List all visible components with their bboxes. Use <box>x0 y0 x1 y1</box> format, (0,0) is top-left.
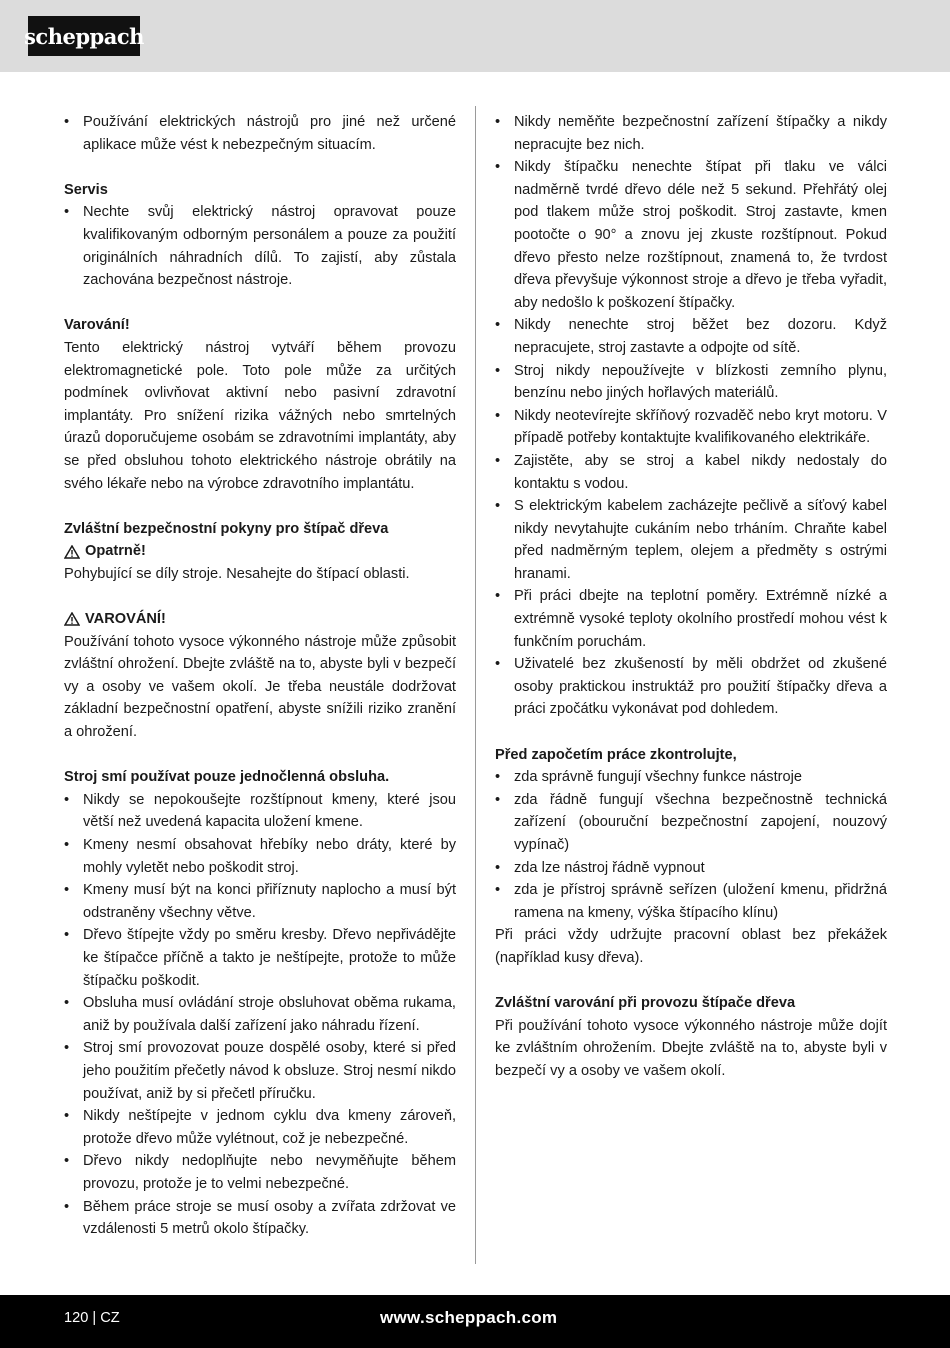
footer-website-link[interactable]: www.scheppach.com <box>380 1308 558 1327</box>
list-item: • Zajistěte, aby se stroj a kabel nikdy nedostaly do kontaktu s vodou. <box>495 450 887 495</box>
brand-logo-text: scheppach <box>24 23 144 49</box>
servis-heading: Servis <box>64 181 108 198</box>
list-item: • Nikdy štípačku nenechte štípat při tlaku ve válci nadměrně tvrdé dřevo déle než 5 sekund. Přehřátý olej pod tlakem může stroj poškodit. Stroj zastavte, kmen pootočte o 90° a znovu jej zkuste rozštípnout. Pokud dřevo přesto nelze rozštípnout, znamená to, že tvrdost dřeva převyšuje výkonnost stroje a dřevo je třeba vyřadit, aby nedošlo k poškození štípačky. <box>495 156 887 314</box>
warning-triangle-icon <box>64 545 80 559</box>
list-item: • zda lze nástroj řádně vypnout <box>495 857 887 880</box>
list-item: • Kmeny nesmí obsahovat hřebíky nebo dráty, které by mohly vyletět nebo poškodit stroj. <box>64 834 456 879</box>
caution-label: Opatrně! <box>85 543 146 560</box>
list-item: • Nikdy neštípejte v jednom cyklu dva kmeny zároveň, protože dřevo může vylétnout, což je nebezpečné. <box>64 1105 456 1150</box>
special-safety-heading: Zvláštní bezpečnostní pokyny pro štípač dřeva <box>64 520 389 537</box>
varovani-text: Tento elektrický nástroj vytváří během provozu elektromagnetické pole. Toto pole může za určitých podmínek ovlivňovat aktivní nebo pasivní zdravotní implantáty. Pro snížení rizika vážných nebo smrtelných úrazů doporučujeme osobám se zdravotními implantáty, aby se před obsluhou tohoto elektrického nástroje obrátily na svého lékaře nebo na výrobce zdravotního implantátu. <box>64 339 456 492</box>
servis-list <box>64 201 456 291</box>
page-number: 120 | CZ <box>64 1310 120 1326</box>
list-item: • Používání elektrických nástrojů pro jiné než určené aplikace může vést k nebezpečným situacím. <box>64 111 456 156</box>
list-item: • Nikdy nenechte stroj běžet bez dozoru. Když nepracujete, stroj zastavte a odpojte od sítě. <box>495 314 887 359</box>
list-item: • Nechte svůj elektrický nástroj opravovat pouze kvalifikovaným odborným personálem a pouze za použití originálních náhradních dílů. To zajistí, aby zůstala zachována bezpečnost nástroje. <box>64 201 456 291</box>
caution-label-row <box>64 540 456 563</box>
warning-label: VAROVÁNÍ! <box>85 611 166 628</box>
list-item: • Uživatelé bez zkušeností by měli obdržet od zkušené osoby praktickou instruktáž pro použití štípačky dřeva a práci zpočátku vykonávat pod dohledem. <box>495 653 887 721</box>
list-item: • Nikdy se nepokoušejte rozštípnout kmeny, které jsou větší než uvedená kapacita uložení kmene. <box>64 789 456 834</box>
warning-triangle-icon <box>64 612 80 626</box>
list-item: • Nikdy neměňte bezpečnostní zařízení štípačky a nikdy nepracujte bez nich. <box>495 111 887 156</box>
header-bar <box>0 0 950 72</box>
column-divider <box>475 106 476 1264</box>
list-item: • Kmeny musí být na konci přiříznuty naplocho a musí být odstraněny všechny větve. <box>64 879 456 924</box>
special-warning-heading: Zvláštní varování při provozu štípače dřeva <box>495 995 796 1012</box>
list-item: • Dřevo nikdy nedoplňujte nebo nevyměňujte během provozu, protože je to velmi nebezpečné. <box>64 1150 456 1195</box>
list-item: • Stroj nikdy nepoužívejte v blízkosti zemního plynu, benzínu nebo jiných hořlavých materiálů. <box>495 360 887 405</box>
list-item: • Stroj smí provozovat pouze dospělé osoby, které si před jeho použitím přečetly návod k obsluze. Stroj nesmí nikdo používat, aniž by si přečetl příručku. <box>64 1037 456 1105</box>
left-column <box>64 111 456 1241</box>
list-item: • Při práci dbejte na teplotní poměry. Extrémně nízké a extrémně vysoké teploty okolního prostředí mohou vést k funkčním poruchám. <box>495 585 887 653</box>
list-item: • zda řádně fungují všechna bezpečnostně technická zařízení (obouruční bezpečnostní zapojení, nouzový vypínač) <box>495 789 887 857</box>
footer-bar <box>0 1295 950 1348</box>
caution-text: Pohybující se díly stroje. Nesahejte do štípací oblasti. <box>64 565 410 582</box>
list-item: • S elektrickým kabelem zacházejte pečlivě a síťový kabel nikdy nevytahujte cukáním nebo trháním. Chraňte kabel před nadměrným teplem, olejem a předměty s ostrými hranami. <box>495 495 887 585</box>
brand-logo <box>24 16 144 56</box>
list-item: • zda správně fungují všechny funkce nástroje <box>495 766 887 789</box>
check-note: Při práci vždy udržujte pracovní oblast bez překážek (například kusy dřeva). <box>495 927 887 966</box>
list-item: • Nikdy neotevírejte skříňový rozvaděč nebo kryt motoru. V případě potřeby kontaktujte kvalifikovaného elektrikáře. <box>495 405 887 450</box>
right-column <box>495 111 887 1083</box>
list-item: • zda je přístroj správně seřízen (uložení kmenu, přidržná ramena na kmeny, výška štípacího klínu) <box>495 879 887 924</box>
list-item: • Dřevo štípejte vždy po směru kresby. Dřevo nepřivádějte ke štípačce příčně a takto je neštípejte, protože to může štípačku poškodit. <box>64 924 456 992</box>
special-warning-text: Při používání tohoto vysoce výkonného nástroje může dojít ke zvláštním ohrožením. Dbejte zvláště na to, abyste byli v bezpečí vy a osoby ve vašem okolí. <box>495 1017 887 1079</box>
varovani-heading: Varování! <box>64 317 130 334</box>
single-operator-list <box>64 789 456 1241</box>
list-item: • Obsluha musí ovládání stroje obsluhovat oběma rukama, aniž by používala další zařízení jako náhradu řízení. <box>64 992 456 1037</box>
warning-text: Používání tohoto vysoce výkonného nástroje může způsobit zvláštní ohrožení. Dbejte zvláště na to, abyste byli v bezpečí vy a osoby ve vašem okolí. Je třeba neustále dodržovat základní bezpečnostní opatření, abyste snížili riziko zranění a ohrožení. <box>64 633 456 741</box>
check-list <box>495 766 887 924</box>
single-operator-heading: Stroj smí používat pouze jednočlenná obsluha. <box>64 769 390 786</box>
check-heading: Před započetím práce zkontrolujte, <box>495 746 737 763</box>
warning-label-row <box>64 608 456 631</box>
right-safety-list <box>495 111 887 721</box>
list-item: • Během práce stroje se musí osoby a zvířata zdržovat ve vzdálenosti 5 metrů okolo štípačky. <box>64 1196 456 1241</box>
intro-list <box>64 111 456 156</box>
